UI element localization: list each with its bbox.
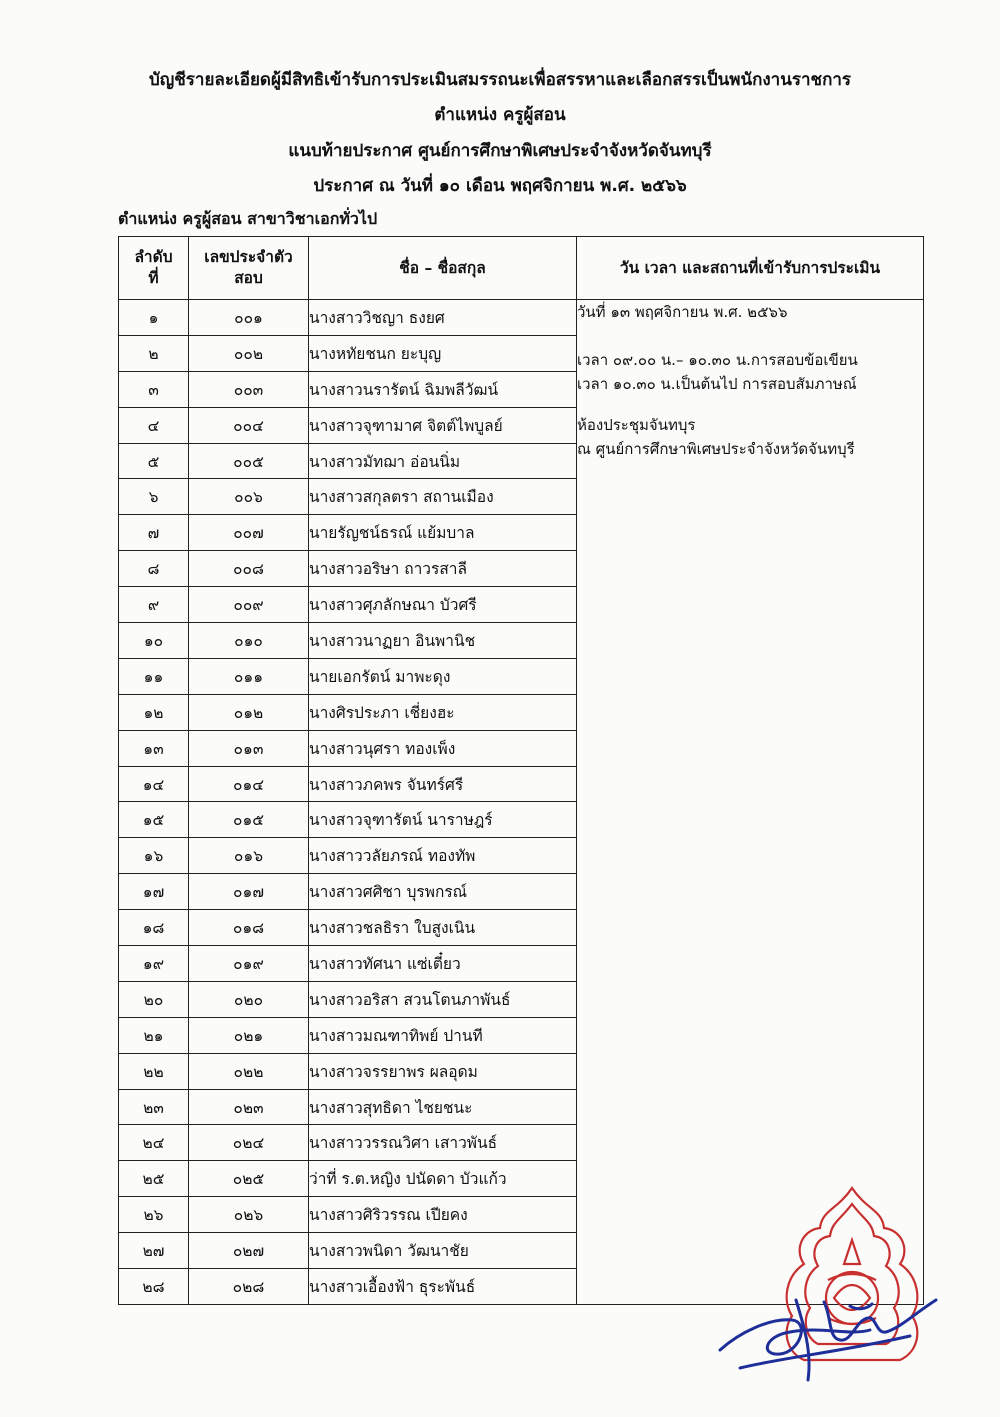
exam-id: ๐๐๖ <box>189 479 309 515</box>
row-number: ๔ <box>119 407 189 443</box>
candidate-name: นางสาวชลธิรา ใบสูงเนิน <box>309 910 577 946</box>
exam-id: ๐๐๙ <box>189 587 309 623</box>
candidate-name: นางสาวจรรยาพร ผลอุดม <box>309 1053 577 1089</box>
schedule-room: ห้องประชุมจันทบุร <box>577 416 696 434</box>
candidate-name: นายเอกรัตน์ มาพะดุง <box>309 658 577 694</box>
header-name: ชื่อ – ชื่อสกุล <box>309 237 577 300</box>
exam-id: ๐๒๓ <box>189 1089 309 1125</box>
candidate-name: นางสาวทัศนา แซ่เตี๋ยว <box>309 946 577 982</box>
row-number: ๒๕ <box>119 1161 189 1197</box>
schedule-written-exam-time: เวลา ๐๙.๐๐ น.– ๑๐.๓๐ น.การสอบข้อเขียน <box>577 351 858 369</box>
candidate-name: นางสาวนรารัตน์ ฉิมพลีวัฒน์ <box>309 371 577 407</box>
candidate-name: นางสาวภคพร จันทร์ศรี <box>309 766 577 802</box>
exam-id: ๐๐๕ <box>189 443 309 479</box>
signature <box>700 1240 950 1390</box>
exam-id: ๐๒๐ <box>189 981 309 1017</box>
exam-id: ๐๒๕ <box>189 1161 309 1197</box>
row-number: ๘ <box>119 551 189 587</box>
exam-id: ๐๑๐ <box>189 623 309 659</box>
row-number: ๒๒ <box>119 1053 189 1089</box>
position-label: ตำแหน่ง ครูผู้สอน สาขาวิชาเอกทั่วไป <box>118 209 378 228</box>
candidate-name: นางสาววลัยภรณ์ ทองทัพ <box>309 838 577 874</box>
row-number: ๗ <box>119 515 189 551</box>
row-number: ๒๐ <box>119 981 189 1017</box>
header-no: ลำดับ ที่ <box>119 237 189 300</box>
candidate-name: นางสาวศิริวรรณ เปียคง <box>309 1197 577 1233</box>
schedule-date: วันที่ ๑๓ พฤศจิกายน พ.ศ. ๒๕๖๖ <box>577 303 788 321</box>
row-number: ๑๕ <box>119 802 189 838</box>
exam-id: ๐๑๖ <box>189 838 309 874</box>
row-number: ๒ <box>119 335 189 371</box>
row-number: ๑๖ <box>119 838 189 874</box>
exam-id: ๐๐๒ <box>189 335 309 371</box>
exam-id: ๐๒๖ <box>189 1197 309 1233</box>
candidate-name: นางสาวเอื้องฟ้า ธุระพันธ์ <box>309 1269 577 1305</box>
exam-id: ๐๐๓ <box>189 371 309 407</box>
candidate-name: นางสาวมณฑาทิพย์ ปานที <box>309 1017 577 1053</box>
row-number: ๑๓ <box>119 730 189 766</box>
candidate-table <box>118 236 924 1305</box>
row-number: ๑๙ <box>119 946 189 982</box>
exam-id: ๐๑๙ <box>189 946 309 982</box>
schedule-cell <box>577 300 924 1305</box>
row-number: ๑ <box>119 300 189 336</box>
header-schedule: วัน เวลา และสถานที่เข้ารับการประเมิน <box>577 237 924 300</box>
row-number: ๖ <box>119 479 189 515</box>
schedule-interview-time: เวลา ๑๐.๓๐ น.เป็นต้นไป การสอบสัมภาษณ์ <box>577 375 857 393</box>
exam-id: ๐๒๒ <box>189 1053 309 1089</box>
candidate-name: นางสาวจุฑามาศ จิตต์ไพบูลย์ <box>309 407 577 443</box>
exam-id: ๐๒๔ <box>189 1125 309 1161</box>
exam-id: ๐๒๑ <box>189 1017 309 1053</box>
row-number: ๒๖ <box>119 1197 189 1233</box>
candidate-name: นางสาวมัทฌา อ่อนนิ่ม <box>309 443 577 479</box>
row-number: ๒๘ <box>119 1269 189 1305</box>
candidate-name: นางสาวสุทธิดา ไชยชนะ <box>309 1089 577 1125</box>
row-number: ๓ <box>119 371 189 407</box>
exam-id: ๐๑๒ <box>189 694 309 730</box>
candidate-name: นางสาวนุศรา ทองเพ็ง <box>309 730 577 766</box>
candidate-name: นางสาวพนิดา วัฒนาชัย <box>309 1233 577 1269</box>
row-number: ๑๐ <box>119 623 189 659</box>
row-number: ๕ <box>119 443 189 479</box>
header-exam-id: เลขประจำตัว สอบ <box>189 237 309 300</box>
row-number: ๑๔ <box>119 766 189 802</box>
candidate-name: นางสาวจุฑารัตน์ นาราษฎร์ <box>309 802 577 838</box>
document-title: บัญชีรายละเอียดผู้มีสิทธิเข้ารับการประเมินสมรรถนะเพื่อสรรหาและเลือกสรรเป็นพนักงานราชการ <box>148 70 852 90</box>
candidate-name: นางสาวอริสา สวนโตนภาพันธ์ <box>309 981 577 1017</box>
exam-id: ๐๑๔ <box>189 766 309 802</box>
candidate-name: นางสาวสกุลตรา สถานเมือง <box>309 479 577 515</box>
exam-id: ๐๒๘ <box>189 1269 309 1305</box>
row-number: ๑๒ <box>119 694 189 730</box>
document-subtitle-attachment: แนบท้ายประกาศ ศูนย์การศึกษาพิเศษประจำจังหวัดจันทบุรี <box>288 141 712 161</box>
candidate-name: นางสาวอริษา ถาวรสาลี <box>309 551 577 587</box>
candidate-name: ว่าที่ ร.ต.หญิง ปนัดดา บัวแก้ว <box>309 1161 577 1197</box>
row-number: ๒๑ <box>119 1017 189 1053</box>
candidate-name: นางสาววรรณวิศา เสาวพันธ์ <box>309 1125 577 1161</box>
exam-id: ๐๐๔ <box>189 407 309 443</box>
candidate-name: นางสาวศุภลักษณา บัวศรี <box>309 587 577 623</box>
document-subtitle-position: ตำแหน่ง ครูผู้สอน <box>434 105 566 125</box>
row-number: ๑๗ <box>119 874 189 910</box>
exam-id: ๐๑๘ <box>189 910 309 946</box>
candidate-name: นางสาวศศิชา บุรพกรณ์ <box>309 874 577 910</box>
row-number: ๙ <box>119 587 189 623</box>
row-number: ๒๗ <box>119 1233 189 1269</box>
exam-id: ๐๑๓ <box>189 730 309 766</box>
exam-id: ๐๑๕ <box>189 802 309 838</box>
candidate-name: นางศิรประภา เชี่ยงฮะ <box>309 694 577 730</box>
row-number: ๑๑ <box>119 658 189 694</box>
candidate-name: นางสาววิชญา ธงยศ <box>309 300 577 336</box>
row-number: ๒๔ <box>119 1125 189 1161</box>
exam-id: ๐๐๘ <box>189 551 309 587</box>
schedule-venue: ณ ศูนย์การศึกษาพิเศษประจำจังหวัดจันทบุรี <box>577 440 855 458</box>
table-row <box>119 300 924 336</box>
candidate-name: นายรัญชน์ธรณ์ แย้มบาล <box>309 515 577 551</box>
row-number: ๑๘ <box>119 910 189 946</box>
exam-id: ๐๑๗ <box>189 874 309 910</box>
candidate-name: นางสาวนาฏยา อินพานิช <box>309 623 577 659</box>
exam-id: ๐๑๑ <box>189 658 309 694</box>
candidate-name: นางหทัยชนก ยะบุญ <box>309 335 577 371</box>
table-header-row <box>119 237 924 300</box>
exam-id: ๐๐๑ <box>189 300 309 336</box>
exam-id: ๐๐๗ <box>189 515 309 551</box>
announcement-date: ประกาศ ณ วันที่ ๑๐ เดือน พฤศจิกายน พ.ศ. ๒๕๖๖ <box>313 176 687 196</box>
exam-id: ๐๒๗ <box>189 1233 309 1269</box>
row-number: ๒๓ <box>119 1089 189 1125</box>
